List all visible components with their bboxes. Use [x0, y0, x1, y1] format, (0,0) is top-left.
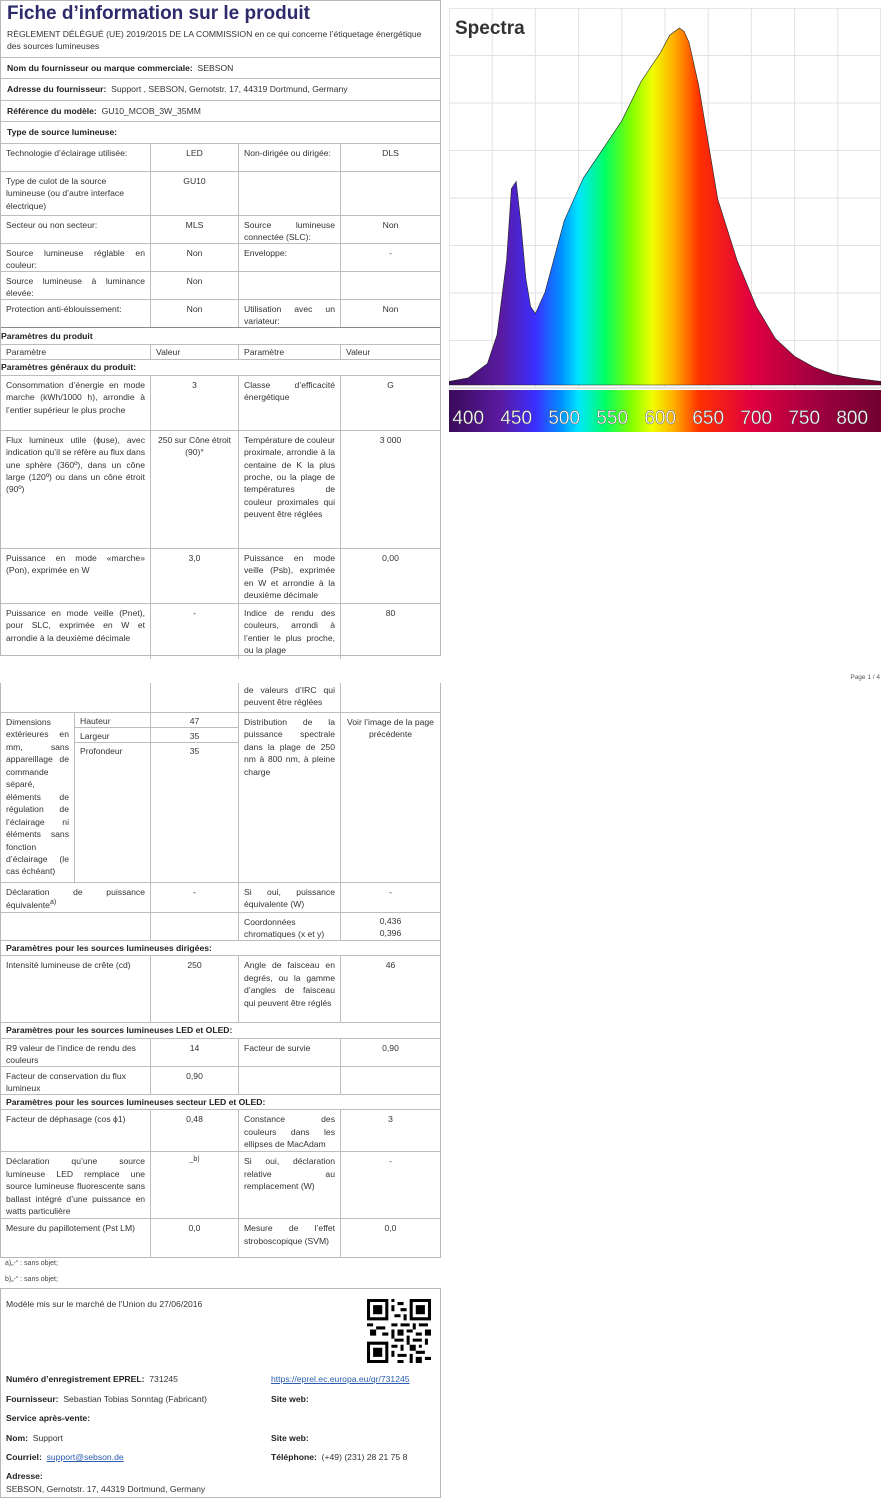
param-value: Non [382, 303, 399, 314]
dimensions-row [1, 712, 440, 882]
decl-value: _b) [151, 1152, 239, 1218]
table-row [1, 882, 440, 912]
chroma-y: 0,396 [379, 927, 402, 938]
param-value: - [389, 247, 392, 258]
supplier-label: Fournisseur: [6, 1394, 59, 1404]
supplier-row [1, 57, 440, 78]
x-tick-label: 700 [740, 408, 773, 429]
header-param: Paramètre [239, 345, 341, 359]
flicker-label: Mesure du papillotement (Pst LM) [1, 1219, 151, 1258]
address-row [1, 78, 440, 99]
phone-value: (+49) (231) 28 21 75 8 [321, 1452, 408, 1462]
table-row [1, 243, 440, 271]
param-label: Température de couleur proximale, arrondie à la centaine de K la plus proche, ou la plage de températures de couleur proximales qui peuvent être réglées [239, 431, 341, 548]
param-label: Source lumineuse à luminance élevée: [1, 272, 151, 299]
macadam-label: Constance des couleurs dans les ellipses de MacAdam [239, 1110, 341, 1151]
beam-value: 46 [385, 960, 396, 971]
param-label: Puissance en mode «marche» (Pon), exprimée en W [1, 549, 151, 603]
phone-label: Téléphone: [271, 1452, 317, 1462]
param-label: Non-dirigée ou dirigée: [239, 144, 341, 171]
header-param: Paramètre [1, 345, 151, 359]
pf-value: 0,48 [151, 1110, 239, 1151]
dimension-value: 35 [151, 728, 238, 743]
table-row [1, 299, 440, 327]
param-label: Classe d’efficacité énergétique [239, 376, 341, 430]
chroma-x: 0,436 [379, 916, 402, 926]
param-label: Enveloppe: [239, 244, 341, 271]
eprel-link[interactable]: https://eprel.ec.europa.eu/qr/731245 [271, 1374, 410, 1384]
table-row [1, 912, 440, 940]
table-row [1, 683, 440, 712]
footnote-a: a)„-“ : sans objet; [5, 1260, 58, 1267]
x-tick-label: 800 [836, 408, 869, 429]
table-header [1, 344, 440, 359]
equiv-label: Déclaration de puissance équivalente [6, 887, 145, 911]
peak-label: Intensité lumineuse de crête (cd) [1, 956, 151, 1022]
dimension-value: 35 [189, 746, 200, 756]
peak-value: 250 [151, 956, 239, 1022]
decl-label: Si oui, déclaration relative au remplacement (W) [239, 1152, 341, 1218]
param-label: Type de culot de la source lumineuse (ou d’autre interface électrique) [1, 172, 151, 215]
table-row [1, 603, 440, 659]
param-value: LED [151, 144, 239, 171]
param-label: Source lumineuse réglable en couleur: [1, 244, 151, 271]
param-label: Technologie d’éclairage utilisée: [1, 144, 151, 171]
decl-label: Déclaration qu’une source lumineuse LED remplace une source lumineuse fluorescente sans ballast intégré d’une puissance en watts particulière [1, 1152, 151, 1218]
mains-heading: Paramètres pour les sources lumineuses secteur LED et OLED: [1, 1094, 440, 1109]
dimensions-label: Dimensions extérieures en mm, sans appareillage de commande séparé, éléments de régulation de l’éclairage ni éléments sans fonction d’éclairage (le cas échéant) [1, 713, 75, 882]
param-value: Non [151, 300, 239, 327]
qr-code-icon [367, 1299, 431, 1363]
table-row [1, 1038, 440, 1066]
dimension-name: Profondeur [80, 746, 123, 756]
flicker-value: 0,0 [151, 1219, 239, 1258]
param-label: Protection anti-éblouissement: [1, 300, 151, 327]
x-tick-label: 650 [692, 408, 725, 429]
param-value [341, 172, 440, 215]
model-row [1, 100, 440, 121]
param-label: Source lumineuse connectée (SLC): [239, 216, 341, 243]
email-link[interactable]: support@sebson.de [46, 1452, 124, 1462]
beam-label: Angle de faisceau en degrés, ou la gamme d’angles de faisceau qui peuvent être réglés [239, 956, 341, 1022]
supplier-value: Sebastian Tobias Sonntag (Fabricant) [63, 1394, 207, 1404]
datasheet-page-3 [0, 1288, 441, 1498]
param-value: Non [151, 272, 239, 299]
r9-value: 14 [151, 1039, 239, 1066]
header-value: Valeur [346, 347, 371, 358]
table-row [1, 171, 440, 215]
dimension-name: Hauteur [75, 713, 150, 728]
param-value: 250 sur Cône étroit (90)° [151, 431, 239, 548]
footnote-b: b)„-“ : sans objet; [5, 1276, 58, 1283]
address-label: Adresse: [6, 1471, 43, 1481]
dimension-value: 47 [151, 713, 238, 728]
equiv-value: - [151, 883, 239, 912]
service-label: Service après-vente: [6, 1413, 91, 1423]
macadam-value: 3 [388, 1114, 393, 1125]
survival-value: 0,90 [382, 1042, 399, 1053]
chroma-label: Coordonnées chromatiques (x et y) [239, 913, 341, 940]
supplier-label: Nom du fournisseur ou marque commerciale: [7, 62, 193, 73]
chart-title: Spectra [455, 18, 525, 39]
param-label: Flux lumineux utile (ɸuse), avec indication qu’il se réfère au flux dans une sphère (360º), dans un cône large (120º) ou dans un cône étroit (90º) [1, 431, 151, 548]
dimension-name: Largeur [75, 728, 150, 743]
directed-heading: Paramètres pour les sources lumineuses dirigées: [1, 940, 440, 955]
param-label [239, 272, 341, 299]
param-label: Consommation d’énergie en mode marche (kWh/1000 h), arrondie à l’entier supérieur le plus proche [1, 376, 151, 430]
eprel-label: Numéro d’enregistrement EPREL: [6, 1374, 145, 1384]
dimension-names [75, 713, 151, 882]
table-row [1, 215, 440, 243]
x-tick-label: 600 [644, 408, 677, 429]
x-tick-label: 400 [452, 408, 485, 429]
website-label: Site web: [271, 1394, 309, 1404]
name-label: Nom: [6, 1433, 28, 1443]
x-tick-label: 550 [596, 408, 629, 429]
continued-text: de valeurs d’IRC qui peuvent être réglées [239, 683, 341, 712]
regulation-text: RÈGLEMENT DÉLÉGUÉ (UE) 2019/2015 DE LA COMMISSION en ce qui concerne l’étiquetage énergétique des sources lumineuses [7, 29, 422, 52]
spd-value: Voir l’image de la page précédente [347, 717, 434, 740]
param-label: Utilisation avec un variateur: [239, 300, 341, 327]
market-date: Modèle mis sur le marché de l’Union du 27/06/2016 [6, 1299, 203, 1309]
table-row [1, 1066, 440, 1094]
x-tick-label: 500 [548, 408, 581, 429]
led-heading: Paramètres pour les sources lumineuses LED et OLED: [1, 1022, 440, 1037]
param-value: 3,0 [151, 549, 239, 603]
param-value [341, 272, 440, 299]
datasheet-page-2 [0, 683, 441, 1258]
lumen-value: 0,90 [151, 1067, 239, 1094]
product-params-heading: Paramètres du produit [1, 327, 440, 344]
name-value: Support [32, 1433, 63, 1443]
param-value: 0,00 [382, 552, 399, 563]
param-value: DLS [382, 147, 399, 158]
page-number: Page 1 / 4 [850, 674, 880, 681]
table-row [1, 375, 440, 430]
supplier-value: SEBSON [197, 62, 234, 73]
datasheet-page-1 [0, 0, 441, 656]
param-label: Indice de rendu des couleurs, arrondi à l’entier le plus proche, ou la plage [239, 604, 341, 659]
table-row [1, 430, 440, 548]
dimension-values [151, 713, 239, 882]
address-value: SEBSON, Gernotstr. 17, 44319 Dortmund, Germany [6, 1484, 206, 1494]
email-label: Courriel: [6, 1452, 42, 1462]
equiv-value: - [389, 887, 392, 897]
param-value: 3 [151, 376, 239, 430]
equiv-label: Si oui, puissance équivalente (W) [239, 883, 341, 912]
page-title: Fiche d’information sur le produit [7, 3, 310, 24]
website-label: Site web: [271, 1433, 309, 1443]
param-value: Non [382, 219, 399, 230]
header-value: Valeur [151, 345, 239, 359]
r9-label: R9 valeur de l’indice de rendu des couleurs [1, 1039, 151, 1066]
table-row [1, 1218, 440, 1258]
address-label: Adresse du fournisseur: [7, 84, 107, 95]
address-value: Support , SEBSON, Gernotstr. 17, 44319 Dortmund, Germany [111, 84, 348, 95]
lumen-label: Facteur de conservation du flux lumineux [1, 1067, 151, 1094]
param-label [239, 172, 341, 215]
source-type-heading: Type de source lumineuse: [1, 121, 440, 142]
table-row [1, 955, 440, 1022]
table-row [1, 548, 440, 603]
eprel-value: 731245 [149, 1374, 178, 1384]
param-value: 3 000 [379, 434, 402, 445]
table-row [1, 143, 440, 171]
table-row [1, 1109, 440, 1151]
param-value: Non [151, 244, 239, 271]
decl-value: - [389, 1156, 392, 1167]
svm-value: 0,0 [384, 1223, 397, 1234]
survival-label: Facteur de survie [239, 1039, 341, 1066]
model-label: Référence du modèle: [7, 105, 97, 116]
param-value: G [387, 379, 394, 390]
model-value: GU10_MCOB_3W_35MM [101, 105, 201, 116]
pf-label: Facteur de déphasage (cos ϕ1) [1, 1110, 151, 1151]
spectrum-chart [449, 8, 881, 432]
x-tick-label: 750 [788, 408, 821, 429]
table-row [1, 1151, 440, 1218]
x-tick-label: 450 [500, 408, 533, 429]
table-row [1, 271, 440, 299]
footnote-ref: a) [49, 899, 57, 907]
param-label: Secteur ou non secteur: [1, 216, 151, 243]
param-value: - [151, 604, 239, 659]
svm-label: Mesure de l’effet stroboscopique (SVM) [239, 1219, 341, 1258]
spd-label: Distribution de la puissance spectrale dans la plage de 250 nm à 800 nm, à pleine charge [239, 713, 341, 882]
param-label: Puissance en mode veille (Psb), exprimée en W et arrondie à la deuxième décimale [239, 549, 341, 603]
param-value: 80 [385, 607, 396, 618]
param-label: Puissance en mode veille (Pnet), pour SLC, exprimée en W et arrondie à la deuxième décimale [1, 604, 151, 659]
param-value: GU10 [151, 172, 239, 215]
general-params-heading: Paramètres généraux du produit: [1, 359, 440, 374]
param-value: MLS [151, 216, 239, 243]
